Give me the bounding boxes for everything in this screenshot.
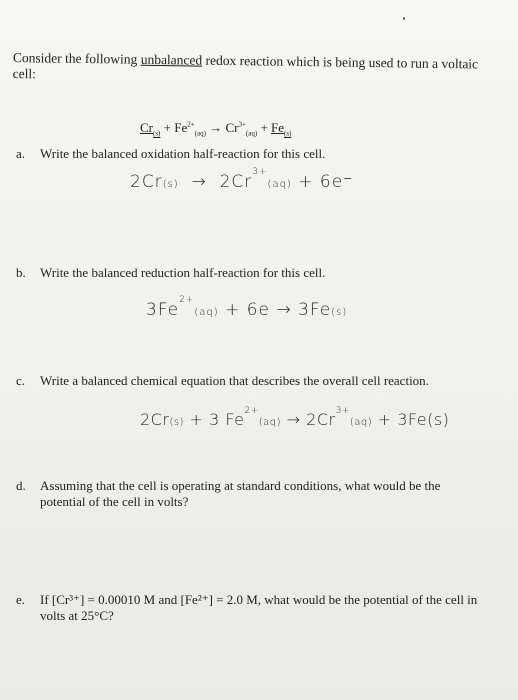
ans-a-left-state: (s) [162,179,179,190]
ans-b-left-charge: 2+ [179,295,195,306]
eq-fe-state: (aq) [194,129,206,138]
question-letter: e. [16,592,26,607]
eq-cr: Cr [140,120,153,135]
intro-underlined-word: unbalanced [140,51,203,68]
ans-c-term3-charge: 3+ [335,405,350,416]
ans-b-arrow: → [276,300,292,320]
unbalanced-equation [140,120,291,138]
ans-b-left-state: (aq) [194,307,219,318]
ans-c-term2-state: (aq) [258,417,282,428]
ans-c-term2-charge: 2+ [244,405,259,416]
ans-c-term1-state: (s) [169,417,184,428]
intro-text-end: redox reaction which is being used to run a voltaic cell: [12,52,479,82]
ans-c-term3: 2Cr [306,410,336,429]
question-text: If [Cr³⁺] = 0.00010 M and [Fe²⁺] = 2.0 M, what would be the potential of the cell in volts at 25°C? [40,592,478,623]
answer-a-handwriting [130,167,354,192]
eq-cr3-charge: 3+ [238,120,246,129]
ans-c-plus2: + [377,410,392,429]
ans-b-electrons: + 6e [225,300,271,320]
paper-mark [403,17,405,20]
ans-a-left: 2Cr [130,172,163,192]
question-letter: d. [16,478,26,493]
ans-a-right-charge: 3+ [252,167,268,178]
question-letter: a. [16,146,26,161]
eq-fe-s-state: (s) [284,129,292,138]
eq-arrow: → [205,120,226,135]
ans-c-term3-state: (aq) [349,417,373,428]
eq-fe: Fe [174,120,188,135]
ans-a-right: 2Cr [219,172,253,192]
intro-text-start: Consider the following [12,50,141,67]
question-letter: c. [16,373,26,388]
ans-c-term1: 2Cr [140,410,170,429]
ans-a-electrons: + 6e⁻ [298,172,354,192]
question-text: Assuming that the cell is operating at standard conditions, what would be the potential of the cell in volts? [40,478,441,509]
question-letter: b. [16,265,26,280]
ans-b-right: 3Fe [298,300,332,320]
eq-fe-s: Fe [271,120,285,135]
answer-b-handwriting [146,295,348,320]
ans-c-term2: 3 Fe [209,410,245,429]
eq-cr3-state: (aq) [245,129,258,138]
eq-cr3: Cr [225,120,239,135]
eq-fe-charge: 2+ [187,120,195,129]
eq-plus-1: + [160,120,175,135]
question-text: Write the balanced oxidation half-reaction for this cell. [40,146,326,161]
eq-plus-2: + [257,120,272,135]
ans-b-left: 3Fe [146,300,180,320]
ans-a-right-state: (aq) [267,179,292,190]
ans-b-right-state: (s) [331,307,348,318]
question-text: Write a balanced chemical equation that describes the overall cell reaction. [40,373,429,388]
ans-c-plus1: + [189,410,204,429]
ans-c-term4: 3Fe(s) [397,410,450,429]
question-text: Write the balanced reduction half-reaction for this cell. [40,265,326,280]
ans-a-arrow: → [191,172,207,192]
eq-cr-state: (s) [153,129,161,138]
answer-c-handwriting [140,405,450,429]
intro-paragraph [13,50,493,89]
ans-c-arrow: → [286,410,301,429]
